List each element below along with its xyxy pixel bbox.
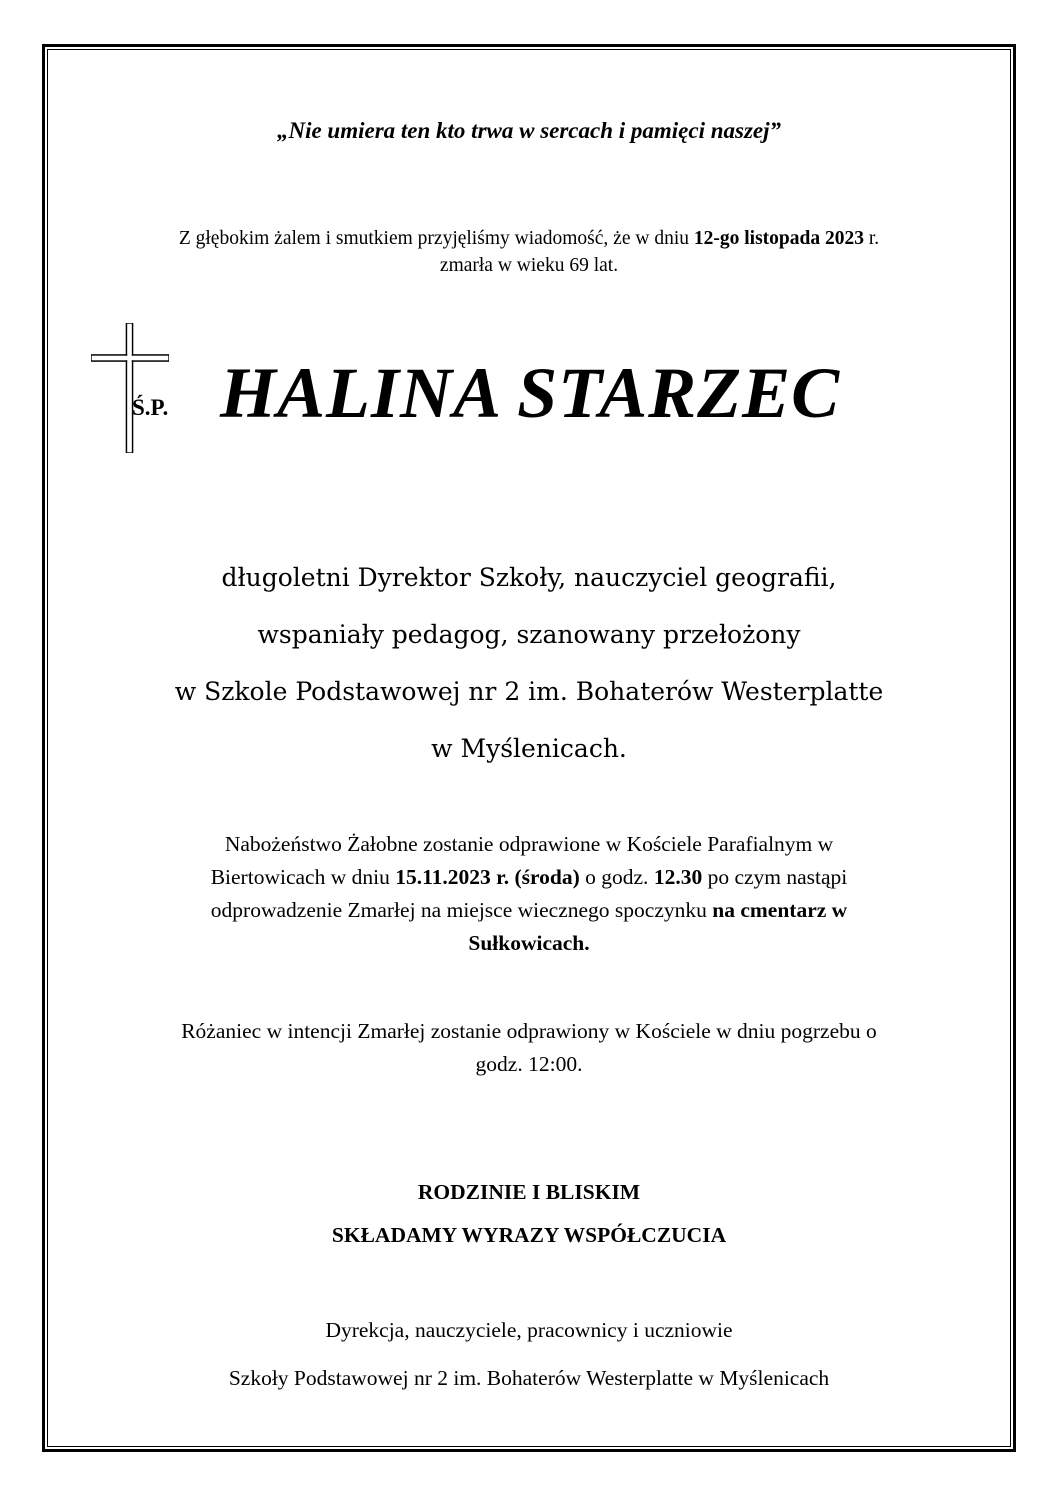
intro-line-2: zmarła w wieku 69 lat.	[439, 255, 619, 276]
description-line: w Myślenicach.	[431, 734, 627, 763]
death-date: 12-go listopada 2023	[693, 228, 864, 249]
intro-line-1	[0, 228, 1058, 250]
rosary-line-1: Różaniec w intencji Zmarłej zostanie odprawiony w Kościele w dniu pogrzebu o	[181, 1019, 877, 1043]
funeral-line-1: Nabożeństwo Żałobne zostanie odprawione w Kościele Parafialnym w	[224, 832, 834, 856]
intro-text: Z głębokim żalem i smutkiem przyjęliśmy wiadomość, że w dniu	[178, 228, 694, 249]
description-line: w Szkole Podstawowej nr 2 im. Bohaterów Westerplatte	[174, 677, 884, 706]
funeral-text: o godz.	[579, 865, 654, 889]
signature-line-2: Szkoły Podstawowej nr 2 im. Bohaterów Westerplatte w Myślenicach	[228, 1366, 830, 1390]
funeral-text: Biertowicach w dniu	[210, 865, 396, 889]
funeral-text: odprowadzenie Zmarłej na miejsce wiecznego spoczynku	[210, 898, 713, 922]
description-line: długoletni Dyrektor Szkoły, nauczyciel geografii,	[221, 563, 837, 592]
signature-line-1: Dyrekcja, nauczyciele, pracownicy i uczniowie	[325, 1318, 733, 1342]
cemetery-place: Sułkowicach.	[468, 931, 590, 955]
cemetery-text: na cmentarz w	[712, 898, 848, 922]
funeral-line-3	[0, 898, 1058, 923]
latin-cross-icon	[91, 323, 169, 453]
funeral-text: po czym nastąpi	[702, 865, 848, 889]
condolences-line-2: SKŁADAMY WYRAZY WSPÓŁCZUCIA	[331, 1223, 727, 1247]
description-line: wspaniały pedagog, szanowany przełożony	[257, 620, 801, 649]
funeral-date: 15.11.2023 r. (środa)	[395, 865, 580, 889]
rosary-line-2: godz. 12:00.	[475, 1052, 583, 1076]
condolences-line-1: RODZINIE I BLISKIM	[417, 1180, 641, 1204]
funeral-line-4	[0, 931, 1058, 956]
funeral-time: 12.30	[653, 865, 703, 889]
memorial-quote: „Nie umiera ten kto trwa w sercach i pamięci naszej”	[276, 118, 782, 143]
deceased-name: HALINA STARZEC	[220, 353, 841, 433]
deceased-prefix: Ś.P.	[132, 395, 169, 420]
intro-date-suffix: r.	[863, 228, 880, 249]
funeral-line-2	[0, 865, 1058, 890]
